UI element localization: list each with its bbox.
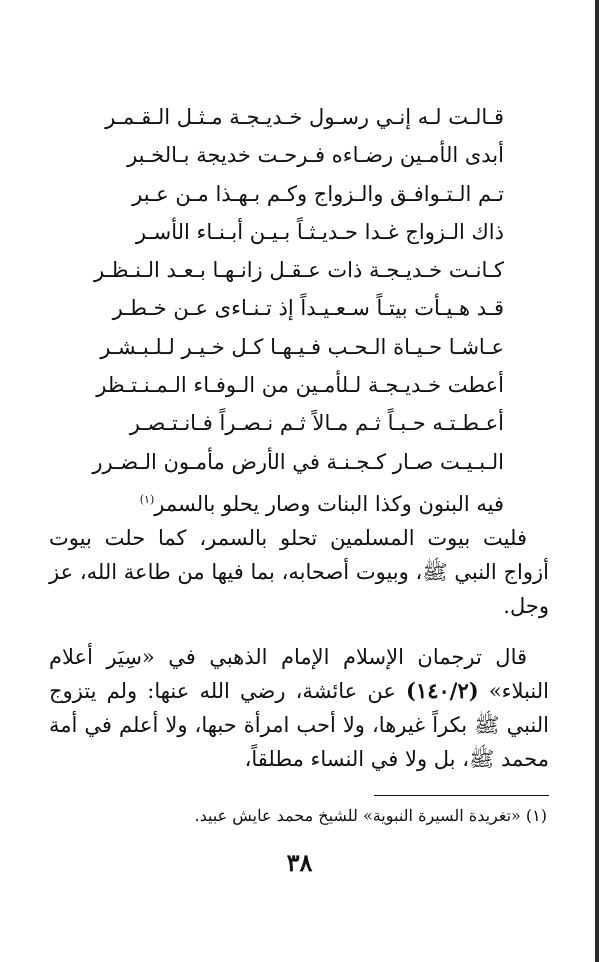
poem-verse: قـالـت لـه إنـي رسـول خـديـجـة مـثـل الـقـمـر — [105, 105, 504, 129]
paragraph-2-text — [49, 640, 549, 776]
paragraph-1 — [49, 521, 549, 623]
poem-verse: أبدى الأمـين رضـاءه فـرحـت خديجة بـالخـبر — [127, 143, 504, 168]
poem-block — [94, 98, 504, 519]
paragraph-2-body: عن عائشة، رضي الله عنها: ولم يتزوج النبي ﷺ بكراً غيرها، ولا أحب امرأة حبها، ولا أعلم في أمة محمد ﷺ، بل ولا في النساء مطلقاً، — [49, 679, 549, 771]
page-edge-shadow — [595, 0, 599, 962]
poem-verse: كـانـت خـديـجـة ذات عـقـل زانـهـا بـعـد الـنـظـر — [93, 258, 504, 283]
poem-verse: الـبـيـت صـار كـجـنـة في الأرض مأمـون الـضـرر — [92, 449, 504, 474]
poem-verse: ذاك الـزواج غـدا حـديـثـاً بـيـن أبـنـاء الأسـر — [135, 219, 504, 244]
poem-last-verse — [94, 481, 504, 519]
footnote-divider — [374, 795, 549, 796]
poem-verse: تـم الـتـوافـق والـزواج وكـم بـهـذا مـن عـبر — [132, 181, 504, 206]
paragraph-2 — [49, 640, 549, 776]
citation-reference: (١٤٠/٢) — [406, 678, 479, 703]
footnote: (١) «تغريدة السيرة النبوية» للشيخ محمد عايش عبيد. — [194, 806, 547, 825]
poem-verse-text: فيه البنون وكذا البنات وصار يحلو بالسمر — [154, 491, 504, 516]
page-number: ٣٨ — [286, 848, 313, 877]
poem-verse: عـاشـا حـيـاة الـحـب فـيـهـا كـل خـيـر لـلـبـشـر — [100, 334, 504, 359]
paragraph-2-intro: قال ترجمان الإسلام الإمام الذهبي في «سِيَر أعلام النبلاء» — [49, 645, 549, 703]
paragraph-1-text: فليت بيوت المسلمين تحلو بالسمر، كما حلت بيوت أزواج النبي ﷺ، وبيوت أصحابه، بما فيها من طاعة الله، عز وجل. — [49, 526, 549, 618]
poem-verse: قـد هـيـأت بيتـاً سـعـيـداً إذ تـنـاءى عـن خـطـر — [112, 296, 504, 321]
footnote-marker: (١) — [139, 492, 155, 506]
poem-verse: أعـطـتـه حـبـاً ثـم مـالاً ثـم نـصـراً فـانـتـصـر — [129, 411, 504, 436]
poem-verse: أعطت خـديـجـة لـلأمـين من الـوفـاء الـمـنـتـظر — [96, 373, 504, 398]
